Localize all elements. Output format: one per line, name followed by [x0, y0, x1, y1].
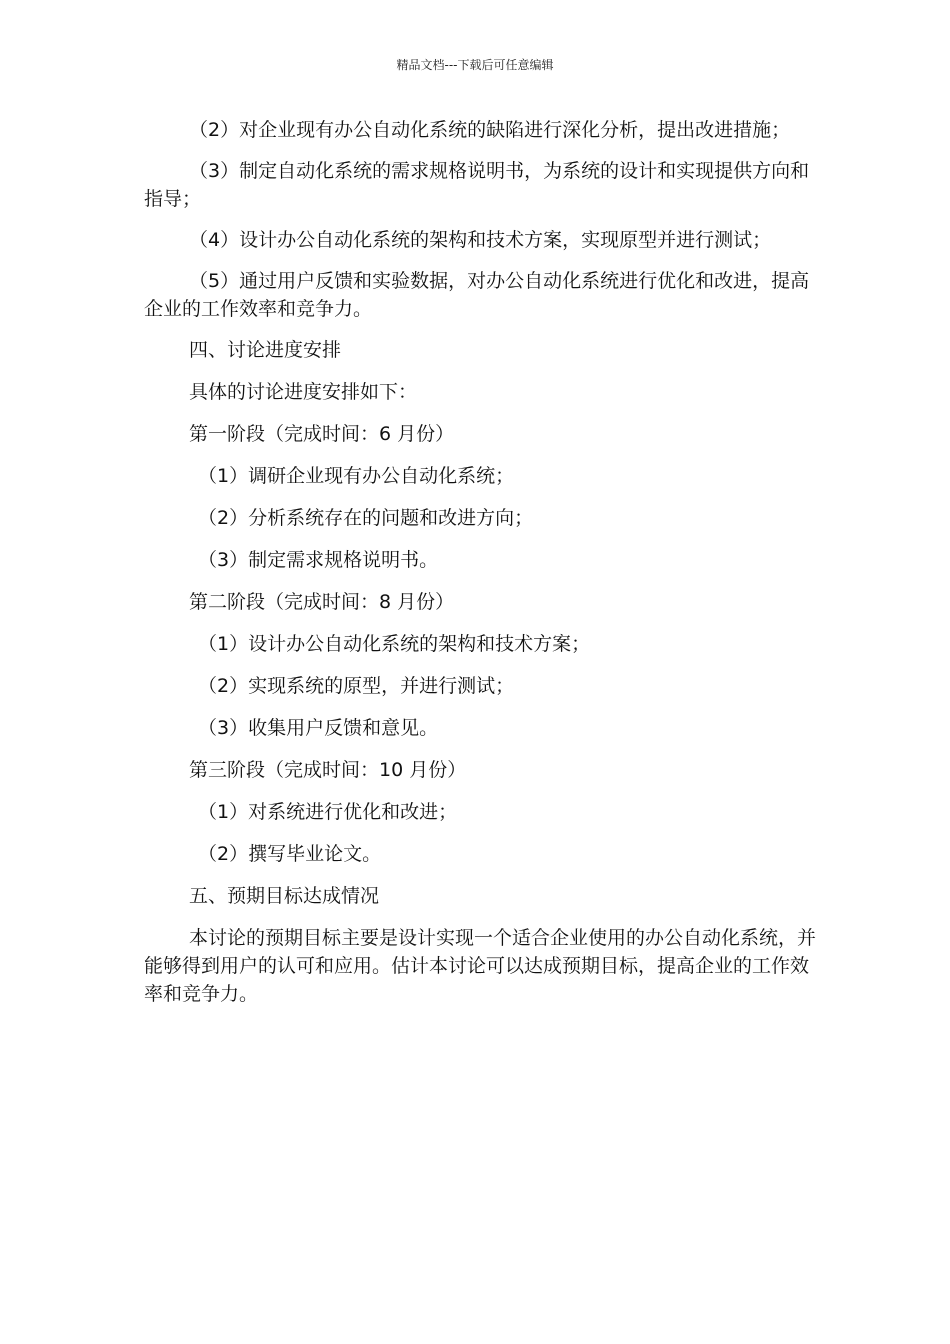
phase-1-item-1: （1）调研企业现有办公自动化系统；	[198, 465, 515, 487]
objective-4: （4）设计办公自动化系统的架构和技术方案，实现原型并进行测试；	[189, 229, 772, 251]
objective-3: （3）制定自动化系统的需求规格说明书，为系统的设计和实现提供方向和指导；	[144, 160, 810, 210]
objective-5: （5）通过用户反馈和实验数据，对办公自动化系统进行优化和改进，提高企业的工作效率和竞争力。	[144, 270, 810, 320]
phase-3-item-1: （1）对系统进行优化和改进；	[198, 801, 458, 823]
section-5-heading: 五、预期目标达成情况	[189, 885, 380, 907]
conclusion-paragraph: 本讨论的预期目标主要是设计实现一个适合企业使用的办公自动化系统，并能够得到用户的认可和应用。估计本讨论可以达成预期目标，提高企业的工作效率和竞争力。	[144, 927, 817, 1005]
objective-2: （2）对企业现有办公自动化系统的缺陷进行深化分析，提出改进措施；	[189, 119, 791, 141]
document-body	[144, 116, 824, 1021]
page-header: 精品文档---下载后可任意编辑	[396, 58, 554, 72]
phase-2-item-2: （2）实现系统的原型，并进行测试；	[198, 675, 515, 697]
phase-2-title: 第二阶段（完成时间：8 月份）	[189, 591, 455, 613]
phase-2-item-1: （1）设计办公自动化系统的架构和技术方案；	[198, 633, 591, 655]
phase-1-item-2: （2）分析系统存在的问题和改进方向；	[198, 507, 534, 529]
phase-1-item-3: （3）制定需求规格说明书。	[198, 549, 439, 571]
section-4-heading: 四、讨论进度安排	[189, 339, 342, 361]
phase-2-item-3: （3）收集用户反馈和意见。	[198, 717, 439, 739]
phase-3-title: 第三阶段（完成时间：10 月份）	[189, 759, 467, 781]
schedule-intro: 具体的讨论进度安排如下：	[189, 381, 418, 403]
phase-3-item-2: （2）撰写毕业论文。	[198, 843, 382, 865]
phase-1-title: 第一阶段（完成时间：6 月份）	[189, 423, 455, 445]
